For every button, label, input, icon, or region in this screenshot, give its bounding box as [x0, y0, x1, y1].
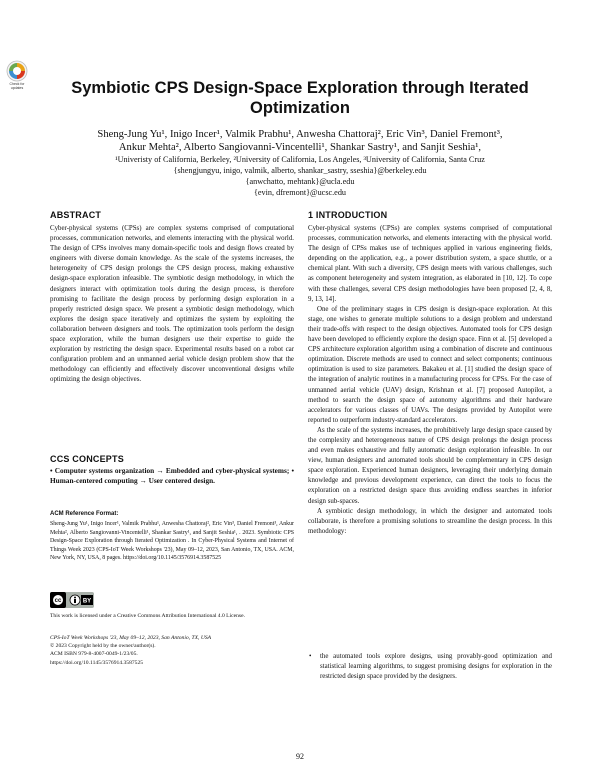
cc-by-badge[interactable] [50, 592, 94, 608]
crossmark-logo[interactable] [6, 60, 28, 90]
bullet-dot-icon: • [309, 653, 312, 660]
author-list [40, 128, 560, 154]
authors-line-1: Sheng-Jung Yu¹, Inigo Incer¹, Valmik Prabhu¹, Anwesha Chattoraj², Eric Vin³, Daniel Fremont³, [97, 129, 503, 140]
acm-reference-heading: ACM Reference Format: [50, 511, 119, 517]
bullet-list-item [309, 652, 552, 682]
venue-line: CPS-IoT Week Workshops '23, May 09–12, 2023, San Antonio, TX, USA [50, 635, 212, 641]
logo-text: Check for updates [9, 82, 25, 90]
right-column [308, 210, 552, 537]
abstract-text: Cyber-physical systems (CPSs) are complex systems comprised of computational processes, communication networks, and elements interacting with the physical world. The design of CPSs involves many domain-specific tools and design flows created by engineers with diverse domain knowledge. As the scale of the systems increases, the heterogeneity of CPS design prolongs the CPS design process, making exhaustive design-space exploration infeasible. The symbiotic design methodology, in which the designers interact with optimization tools during the design process, is therefore promising to facilitate the design process by performing design exploration in a properly restricted design space. We present a symbiotic design methodology, which explores the design space iteratively and optimizes the system by exploiting the collaboration between designers and tools. The optimization tools perform the design space exploration, while the human designers use their expertise to guide the exploration by restricting the design space. Experimental results based on a robot car configuration problem and an unmanned aerial vehicle design problem show that the methodology can efficiently and effectively discover unconventional designs while optimizing the design objectives. [50, 225, 294, 384]
abstract-heading: ABSTRACT [50, 210, 102, 220]
svg-text:cc: cc [54, 598, 62, 605]
authors-line-2: Ankur Mehta², Alberto Sangiovanni-Vincentelli¹, Shankar Sastry¹, and Sanjit Seshia¹, [118, 142, 482, 153]
isbn-line: ACM ISBN 979-8-4007-0049-1/23/05. [50, 651, 138, 658]
affiliation-line-1: ¹Univeristy of California, Berkeley, ²University of California, Los Angeles, ³University of California, Santa Cruz [115, 155, 485, 164]
page-number: 92 [296, 752, 304, 761]
email-line-1: {shengjungyu, inigo, valmik, alberto, shankar_sastry, sseshia}@berkeley.edu [173, 166, 427, 175]
ccs-concepts: • Computer systems organization → Embedded and cyber-physical systems; • Human-centered computing → User centered design. [50, 466, 294, 485]
license-text: This work is licensed under a Creative Commons Attribution International 4.0 License. [50, 613, 245, 619]
acm-reference-text: Sheng-Jung Yu¹, Inigo Incer¹, Valmik Prabhu¹, Anwesha Chattoraj², Eric Vin³, Daniel Fremont³, Ankur Mehta², Alberto Sangiovanni-Vincentelli¹, Shankar Sastry¹, and Sanjit Seshia¹, . 2023. Symbiotic CPS Design-Space Exploration through Iterated Optimization . In Cyber-Physical Systems and Internet of Things Week 2023 (CPS-IoT Week Workshops '23), May 09–12, 2023, San Antonio, TX, USA. ACM, New York, NY, USA, 8 pages. https://doi.org/10.1145/3576914.3587525 [50, 521, 294, 562]
bullet-text: the automated tools explore designs, using provably-good optimization and statistical learning algorithms, to suggest promising designs for exploration in the restricted design space provided by the designers. [320, 653, 552, 681]
email-line-2: {anwchatto, mehtank}@ucla.edu [245, 177, 355, 186]
left-column [50, 210, 294, 386]
intro-heading: 1 INTRODUCTION [308, 210, 388, 220]
copyright-line: © 2023 Copyright held by the owner/author(s). [50, 643, 156, 650]
doi-link[interactable]: https://doi.org/10.1145/3576914.3587525 [50, 659, 144, 666]
intro-paragraph-1: Cyber-physical systems (CPSs) are complex systems comprised of computational processes, communication networks, and elements interacting with the physical world. The design of CPSs makes use of techniques applied in various engineering fields, depending on the application, e.g., a power distribution system, a space shuttle, or a chemical plant. With such a diversity, CPS design meets with various challenges, such as component heterogeneity and system integration, as elaborated in [10, 12]. To cope with these challenges, several CPS design methodologies have been proposed [2, 4, 8, 9, 13, 14]. [308, 225, 552, 303]
ccs-heading: CCS CONCEPTS [50, 454, 124, 464]
svg-text:BY: BY [82, 598, 92, 605]
crossmark-icon [6, 60, 28, 82]
affiliations [40, 154, 560, 198]
intro-paragraph-3: As the scale of the systems increases, the prohibitively large design space caused by the complexity and heterogeneous nature of CPS design prolongs the design process and even makes exhaustive and fully automatic design exploration infeasible. In our view, human designers and automated tools should be complementary in CPS design space exploration. Experienced human designers, leveraging their underlying domain knowledge and previous development experience, can direct the tools to focus the exploration on a restricted design space thus avoiding endless searches in inferior design sub-spaces. [308, 426, 552, 505]
bibliographic-info [50, 634, 294, 667]
creative-commons-icon [50, 592, 94, 608]
intro-paragraph-4: A symbiotic design methodology, in which the designer and automated tools collaborate, is therefore a promising solutions to streamline the design process. In this methodology: [308, 507, 552, 535]
intro-paragraph-2: One of the preliminary stages in CPS design is design-space exploration. At this stage, one wishes to generate multiple solutions to a design problem and understand their trade-offs with respect to the design objectives. Automated tools for CPS design have been developed to efficiently explore the design space. Finn et al. [5] developed a CPS architecture exploration algorithm using a combination of discrete and continuous optimization. Discrete methods are used to connect and select components; continuous optimization is used to size parameters. Bakakeu et al. [1] studied the design space of the integration of analytic routines in a manufacturing process for CPSs. For the case of unmanned aerial vehicle (UAV) design, Krishnan et al. [7] proposed Autopilot, a method to search the design space of autonomy algorithms and their hardware accelerators for various classes of UAVs. The designs provided by Autopilot were reported to outperform industry-standard accelerators. [308, 305, 552, 424]
paper-title: Symbiotic CPS Design-Space Exploration through Iterated Optimization [71, 79, 529, 117]
email-line-3: {evin, dfremont}@ucsc.edu [253, 188, 347, 197]
